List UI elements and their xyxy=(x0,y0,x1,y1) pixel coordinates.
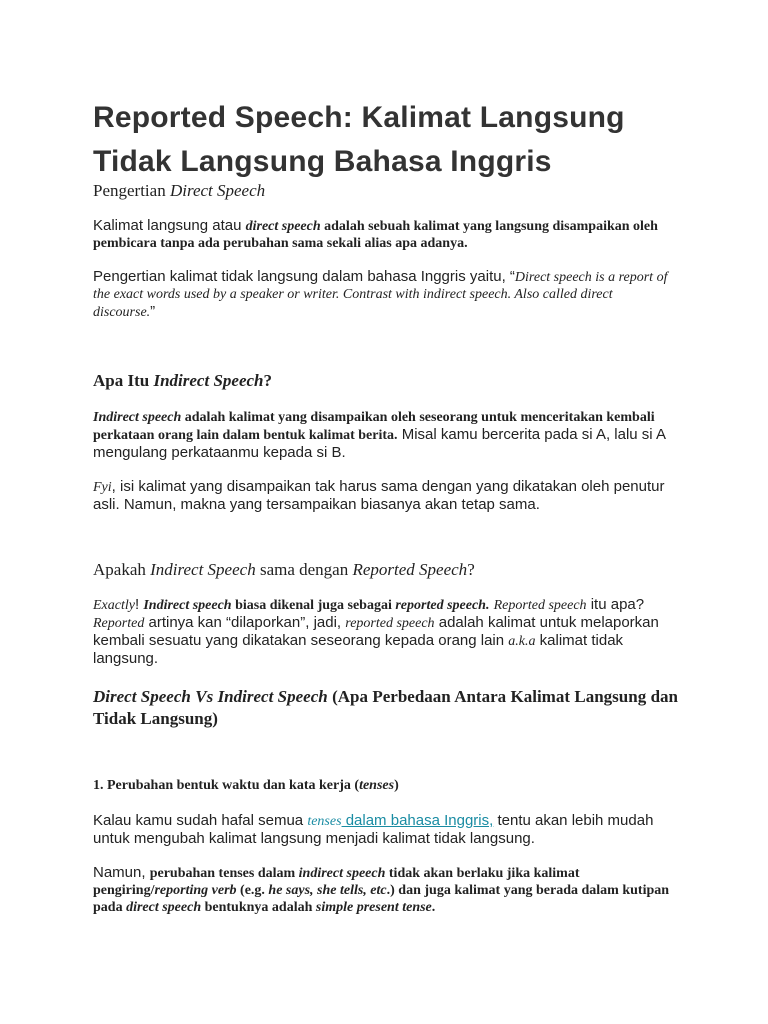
text-emphasis: direct speech xyxy=(126,900,202,915)
text-emphasis: Indirect speech xyxy=(93,410,182,425)
text-bold: . xyxy=(431,900,436,915)
text-emphasis: indirect speech xyxy=(298,866,386,881)
heading-reported-speech xyxy=(93,560,678,580)
text: kalimat tidak langsung. xyxy=(93,632,624,667)
bahasa-inggris-link[interactable]: dalam bahasa Inggris, xyxy=(341,812,494,829)
text-bold: .) dan juga kalimat yang berada dalam kutipan pada xyxy=(93,883,670,915)
heading-emphasis: Direct Speech xyxy=(169,181,266,200)
paragraph-fyi xyxy=(93,478,678,514)
heading-tenses xyxy=(93,778,678,794)
text: Misal kamu bercerita pada si A, lalu si A mengulang perkataanmu kepada si B. xyxy=(93,426,666,461)
heading-text: (Apa Perbedaan Antara Kalimat Langsung dan Tidak Langsung) xyxy=(93,687,678,728)
text-bold: adalah kalimat yang disampaikan oleh seseorang untuk menceritakan kembali perkataan orang lain dalam bentuk kalimat berita. xyxy=(93,410,655,443)
heading-text: 1. Perubahan bentuk waktu dan kata kerja ( xyxy=(93,778,360,793)
heading-emphasis: Indirect Speech xyxy=(150,560,256,579)
text-emphasis: simple present tense xyxy=(315,900,432,915)
paragraph-exactly xyxy=(93,596,678,668)
heading-text: Apa Itu xyxy=(93,371,154,390)
text-emphasis: a.k.a xyxy=(508,634,536,649)
heading-text: Pengertian xyxy=(93,181,170,200)
heading-emphasis: Indirect Speech xyxy=(153,371,264,390)
text-bold: perubahan tenses dalam xyxy=(149,866,299,881)
paragraph-indirect-definition xyxy=(93,409,678,462)
text-bold: biasa dikenal juga sebagai xyxy=(231,598,396,613)
text: tentu akan lebih mudah untuk mengubah kalimat langsung menjadi kalimat tidak langsung. xyxy=(93,812,654,847)
heading-text: ) xyxy=(394,778,399,793)
text: artinya kan “dilaporkan”, jadi, xyxy=(144,614,346,631)
text-emphasis: Exactly xyxy=(93,598,135,613)
tenses-link[interactable]: tenses xyxy=(307,814,342,829)
heading-text: Apakah xyxy=(93,560,151,579)
text-emphasis: reporting verb xyxy=(154,883,237,898)
heading-direct-vs-indirect xyxy=(93,686,678,730)
text-emphasis: reported speech xyxy=(345,616,435,631)
text-emphasis: Fyi xyxy=(93,480,112,495)
text-bold: adalah sebuah kalimat yang langsung disampaikan oleh pembicara tanpa ada perubahan sama sekali alias apa adanya. xyxy=(93,219,658,251)
text-emphasis: Reported speech xyxy=(493,598,587,613)
text: , isi kalimat yang disampaikan tak harus sama dengan yang dikatakan oleh penutur asli. Namun, makna yang tersampaikan biasanya akan tetap sama. xyxy=(93,478,665,513)
heading-text: ? xyxy=(263,371,272,390)
quote-text: Direct speech is a report of the exact words used by a speaker or writer. Contrast with indirect speech. Also called direct discourse. xyxy=(93,270,668,320)
text: ” xyxy=(150,303,156,320)
document-page xyxy=(93,96,678,916)
text-bold: bentuknya adalah xyxy=(201,900,316,915)
text: Namun, xyxy=(93,864,150,881)
text-bold: tidak akan berlaku jika kalimat pengiring/ xyxy=(93,866,580,898)
heading-emphasis: tenses xyxy=(359,778,395,793)
heading-emphasis: Direct Speech Vs Indirect Speech xyxy=(93,687,328,706)
text-emphasis: Indirect speech xyxy=(143,598,232,613)
text: adalah kalimat untuk melaporkan kembali sesuatu yang dikatakan seseorang kepada orang lain xyxy=(93,614,659,649)
text: Kalimat langsung atau xyxy=(93,217,246,234)
heading-direct-speech xyxy=(93,181,678,201)
text: itu apa? xyxy=(586,596,645,613)
text-bold: (e.g. xyxy=(236,883,269,898)
text: ! xyxy=(134,596,144,613)
text-emphasis: reported speech. xyxy=(395,598,490,613)
paragraph-direct-quote xyxy=(93,268,678,321)
paragraph-tenses xyxy=(93,812,678,848)
heading-emphasis: Reported Speech xyxy=(352,560,468,579)
text-emphasis: Reported xyxy=(93,616,145,631)
heading-text: ? xyxy=(467,560,475,579)
text-emphasis: direct speech xyxy=(245,219,321,234)
text: Pengertian kalimat tidak langsung dalam bahasa Inggris yaitu, “ xyxy=(93,268,515,285)
heading-text: sama dengan xyxy=(255,560,353,579)
paragraph-direct-definition xyxy=(93,217,678,252)
text: Kalau kamu sudah hafal semua xyxy=(93,812,308,829)
text-emphasis: he says, she tells, etc xyxy=(268,883,387,898)
paragraph-tenses-note xyxy=(93,864,678,916)
page-title: Reported Speech: Kalimat Langsung Tidak Langsung Bahasa Inggris xyxy=(93,101,625,178)
heading-indirect-speech xyxy=(93,371,678,391)
